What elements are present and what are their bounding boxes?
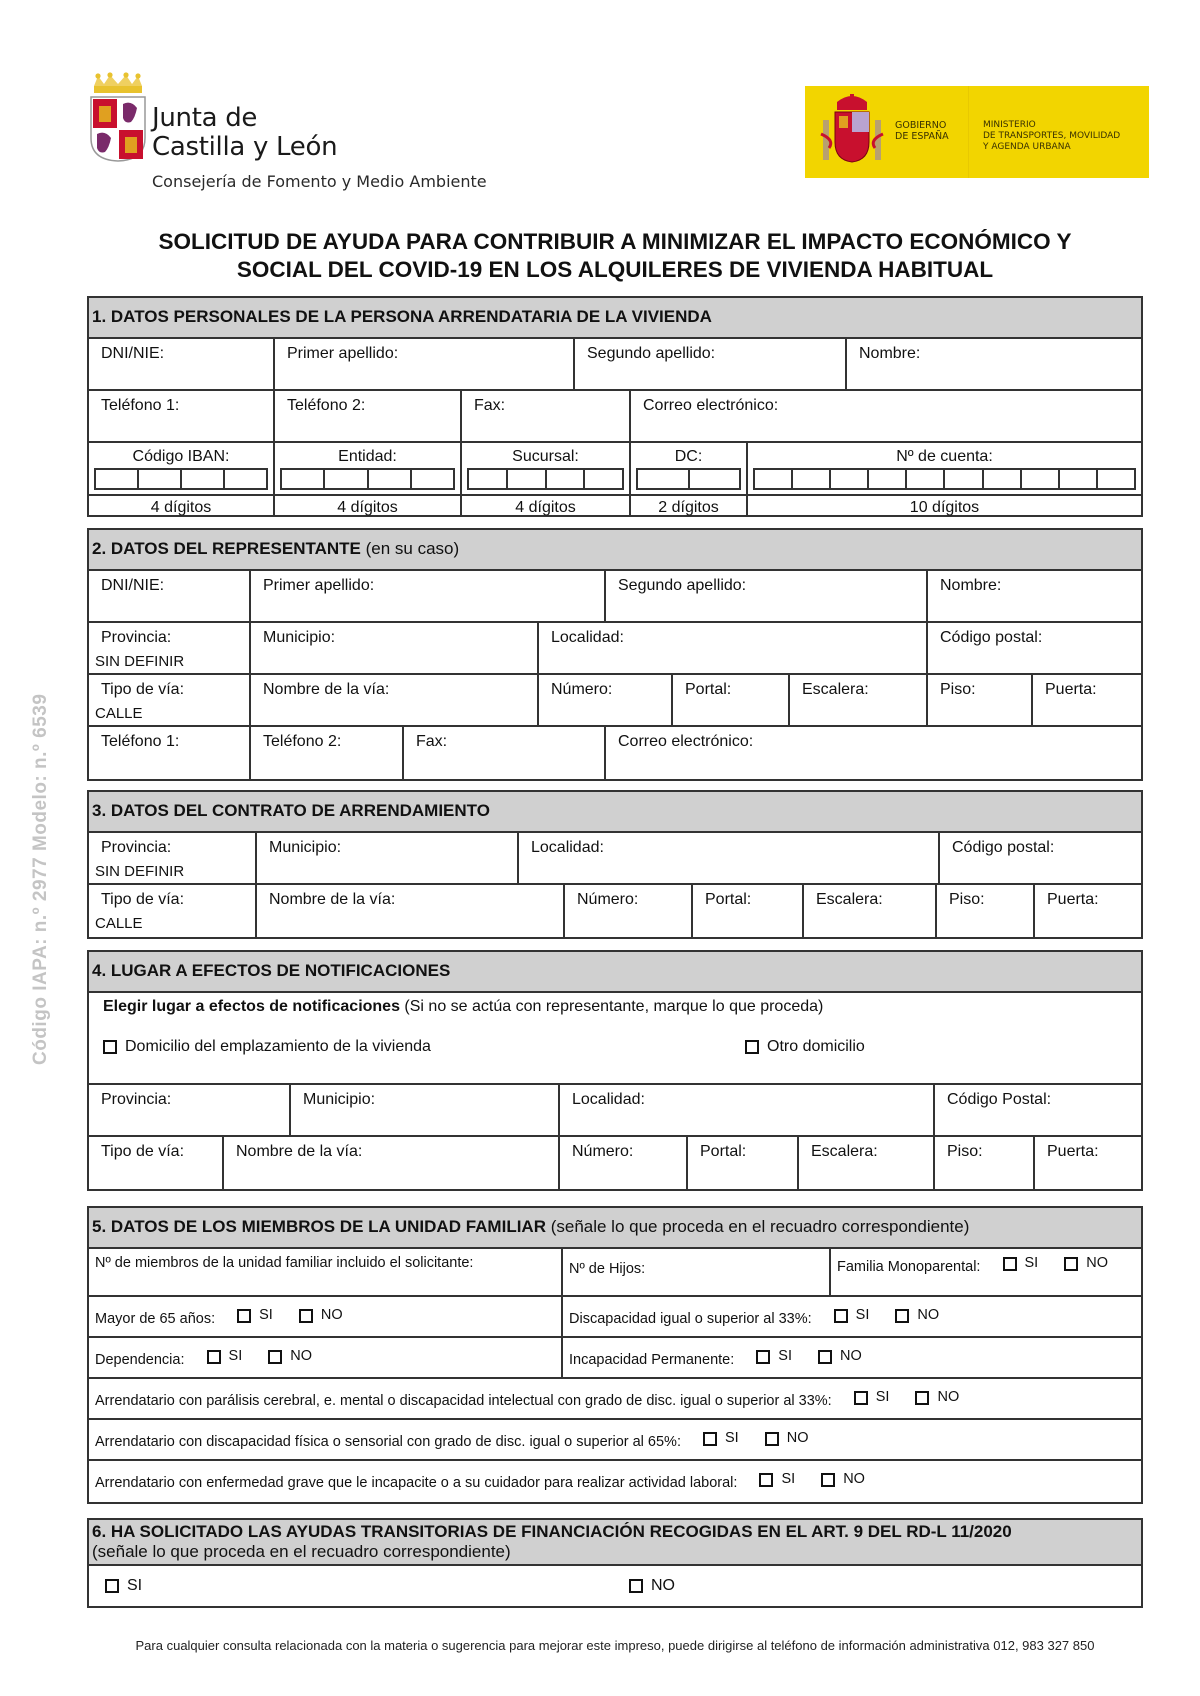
disability-33-no[interactable]: NO	[895, 1307, 939, 1324]
lease-street-type-field[interactable]: Tipo de vía: CALLE	[89, 885, 257, 937]
serious-illness-yes[interactable]: SI	[759, 1471, 795, 1488]
form-row	[89, 727, 1141, 779]
rep-province-field[interactable]: Provincia: SIN DEFINIR	[89, 623, 251, 673]
notif-stairs-field[interactable]: Escalera:	[799, 1137, 935, 1189]
form-row	[89, 339, 1141, 391]
checkbox[interactable]	[237, 1309, 251, 1323]
checkbox[interactable]	[207, 1350, 221, 1364]
checkbox[interactable]	[818, 1350, 832, 1364]
checkbox[interactable]	[103, 1040, 117, 1054]
checkbox[interactable]	[834, 1309, 848, 1323]
rep-name-field[interactable]: Nombre:	[940, 577, 1002, 594]
dependency-no[interactable]: NO	[268, 1348, 312, 1365]
checkbox[interactable]	[1003, 1257, 1017, 1271]
section-notifications	[87, 950, 1143, 1191]
junta-castilla-leon-logo	[88, 72, 508, 202]
lease-municipality-field[interactable]: Municipio:	[257, 833, 519, 883]
dc-field[interactable]: DC: 2 dígitos	[631, 443, 748, 515]
section-representative	[87, 528, 1143, 781]
digit-boxes[interactable]	[636, 468, 741, 490]
children-count-field[interactable]: Nº de Hijos:	[563, 1249, 831, 1295]
gobierno-espana-logo	[805, 86, 1149, 178]
coat-of-arms-icon	[90, 96, 146, 162]
department-name: Consejería de Fomento y Medio Ambiente	[152, 172, 487, 191]
entity-field[interactable]: Entidad: 4 dígitos	[275, 443, 462, 515]
lease-street-type-value: CALLE	[95, 915, 143, 932]
notif-postal-code-field[interactable]: Código Postal:	[947, 1091, 1052, 1108]
cerebral-palsy-question: Arrendatario con parálisis cerebral, e. mental o discapacidad intelectual con grado de disc. igual o superior al 33%: SI NO	[95, 1389, 960, 1409]
form-row	[89, 623, 1141, 675]
form-row	[89, 1461, 1141, 1502]
rep-street-type-value: CALLE	[95, 705, 143, 722]
gobierno-label: GOBIERNO DE ESPAÑA	[895, 120, 949, 142]
digit-boxes[interactable]	[753, 468, 1136, 490]
dependency-question: Dependencia: SI NO	[89, 1338, 563, 1377]
notif-street-name-field[interactable]: Nombre de la vía:	[224, 1137, 560, 1189]
lease-province-field[interactable]: Provincia: SIN DEFINIR	[89, 833, 257, 883]
rep-locality-field[interactable]: Localidad:	[539, 623, 928, 673]
branch-field[interactable]: Sucursal: 4 dígitos	[462, 443, 631, 515]
physical-disability-65-yes[interactable]: SI	[703, 1430, 739, 1447]
digit-boxes[interactable]	[94, 468, 268, 490]
rep-street-name-field[interactable]: Nombre de la vía:	[251, 675, 539, 725]
form-row	[89, 1085, 1141, 1137]
section-heading: 1. DATOS PERSONALES DE LA PERSONA ARRENDATARIA DE LA VIVIENDA	[89, 298, 1141, 339]
footer-contact-note: Para cualquier consulta relacionada con la materia o sugerencia para mejorar este impreso, puede dirigirse al teléfono de información administrativa 012, 983 327 850	[135, 1638, 1095, 1653]
logo-divider	[968, 86, 969, 178]
lease-number-field[interactable]: Número:	[565, 885, 693, 937]
rep-door-field[interactable]: Puerta:	[1045, 681, 1097, 698]
checkbox[interactable]	[629, 1579, 643, 1593]
permanent-incapacity-no[interactable]: NO	[818, 1348, 862, 1365]
form-row	[89, 833, 1141, 885]
digit-boxes[interactable]	[280, 468, 455, 490]
lease-stairs-field[interactable]: Escalera:	[804, 885, 937, 937]
second-surname-field[interactable]: Segundo apellido:	[575, 339, 847, 389]
rep-phone1-field[interactable]: Teléfono 1:	[89, 727, 251, 779]
checkbox[interactable]	[268, 1350, 282, 1364]
section-family-members	[87, 1206, 1143, 1504]
permanent-incapacity-yes[interactable]: SI	[756, 1348, 792, 1365]
transitional-aid-no[interactable]: NO	[629, 1577, 675, 1595]
form-row	[89, 391, 1141, 443]
crown-icon	[92, 72, 144, 94]
section-heading: 4. LUGAR A EFECTOS DE NOTIFICACIONES	[89, 952, 1141, 993]
form-row	[89, 675, 1141, 727]
checkbox[interactable]	[105, 1579, 119, 1593]
serious-illness-no[interactable]: NO	[821, 1471, 865, 1488]
form-row	[89, 1249, 1141, 1297]
lease-postal-code-field[interactable]: Código postal:	[952, 839, 1055, 856]
physical-disability-65-question: Arrendatario con discapacidad física o sensorial con grado de disc. igual o superior al 65%: SI NO	[95, 1430, 809, 1450]
section-heading: 2. DATOS DEL REPRESENTANTE (en su caso)	[89, 530, 1141, 571]
dni-field[interactable]: DNI/NIE:	[89, 339, 275, 389]
account-number-field[interactable]: Nº de cuenta: 10 dígitos	[748, 443, 1141, 515]
notif-street-type-field[interactable]: Tipo de vía:	[89, 1137, 224, 1189]
section-lease-contract	[87, 790, 1143, 939]
household-members-field[interactable]: Nº de miembros de la unidad familiar incluido el solicitante:	[89, 1249, 563, 1295]
notif-locality-field[interactable]: Localidad:	[560, 1085, 935, 1135]
checkbox[interactable]	[915, 1391, 929, 1405]
bank-account-row	[89, 443, 1141, 515]
rep-fax-field[interactable]: Fax:	[404, 727, 606, 779]
checkbox[interactable]	[854, 1391, 868, 1405]
single-parent-no[interactable]: NO	[1064, 1255, 1108, 1272]
email-field[interactable]: Correo electrónico:	[643, 397, 779, 414]
checkbox[interactable]	[703, 1432, 717, 1446]
checkbox[interactable]	[765, 1432, 779, 1446]
checkbox[interactable]	[756, 1350, 770, 1364]
ministry-label: MINISTERIO DE TRANSPORTES, MOVILIDAD Y AGENDA URBANA	[983, 120, 1121, 152]
rep-second-surname-field[interactable]: Segundo apellido:	[606, 571, 928, 621]
form-row	[89, 1420, 1141, 1461]
section-heading: 6. HA SOLICITADO LAS AYUDAS TRANSITORIAS DE FINANCIACIÓN RECOGIDAS EN EL ART. 9 DEL RD-L 11/2020 (señale lo que proceda en el recuadro correspondiente)	[89, 1520, 1141, 1566]
rep-postal-code-field[interactable]: Código postal:	[940, 629, 1043, 646]
lease-portal-field[interactable]: Portal:	[693, 885, 804, 937]
checkbox[interactable]	[759, 1473, 773, 1487]
checkbox[interactable]	[299, 1309, 313, 1323]
lease-floor-field[interactable]: Piso:	[937, 885, 1035, 937]
cerebral-palsy-no[interactable]: NO	[915, 1389, 959, 1406]
section-heading: 5. DATOS DE LOS MIEMBROS DE LA UNIDAD FAMILIAR (señale lo que proceda en el recuadro correspondiente)	[89, 1208, 1141, 1249]
notif-province-field[interactable]: Provincia:	[89, 1085, 291, 1135]
over-65-yes[interactable]: SI	[237, 1307, 273, 1324]
over-65-no[interactable]: NO	[299, 1307, 343, 1324]
rep-portal-field[interactable]: Portal:	[673, 675, 790, 725]
lease-street-name-field[interactable]: Nombre de la vía:	[257, 885, 565, 937]
phone1-field[interactable]: Teléfono 1:	[89, 391, 275, 441]
name-field[interactable]: Nombre:	[859, 345, 921, 362]
section-heading: 3. DATOS DEL CONTRATO DE ARRENDAMIENTO	[89, 792, 1141, 833]
form-row	[89, 1297, 1141, 1338]
checkbox[interactable]	[745, 1040, 759, 1054]
form-row	[89, 885, 1141, 937]
rep-email-field[interactable]: Correo electrónico:	[618, 733, 754, 750]
over-65-question: Mayor de 65 años: SI NO	[89, 1297, 563, 1336]
checkbox[interactable]	[895, 1309, 909, 1323]
page-title: SOLICITUD DE AYUDA PARA CONTRIBUIR A MINIMIZAR EL IMPACTO ECONÓMICO Y SOCIAL DEL COVID-19 EN LOS ALQUILERES DE VIVIENDA HABITUAL	[158, 229, 1072, 282]
single-parent-yes[interactable]: SI	[1003, 1255, 1039, 1272]
checkbox[interactable]	[821, 1473, 835, 1487]
serious-illness-question: Arrendatario con enfermedad grave que le incapacite o a su cuidador para realizar actividad laboral: SI NO	[95, 1471, 865, 1491]
spain-coat-of-arms-icon	[819, 94, 885, 170]
iban-field[interactable]: Código IBAN: 4 dígitos	[89, 443, 275, 515]
form-model-code: Código IAPA: n.º 2977 Modelo: n.º 6539	[30, 693, 51, 1065]
rep-street-type-field[interactable]: Tipo de vía: CALLE	[89, 675, 251, 725]
aid-choice-row	[89, 1566, 1141, 1606]
lease-locality-field[interactable]: Localidad:	[519, 833, 940, 883]
form-row	[89, 1379, 1141, 1420]
notif-municipality-field[interactable]: Municipio:	[291, 1085, 560, 1135]
digit-boxes[interactable]	[467, 468, 624, 490]
form-row	[89, 571, 1141, 623]
notif-door-field[interactable]: Puerta:	[1047, 1143, 1099, 1160]
single-parent-question: Familia Monoparental: SI NO	[837, 1255, 1108, 1275]
notif-number-field[interactable]: Número:	[560, 1137, 688, 1189]
rep-municipality-field[interactable]: Municipio:	[251, 623, 539, 673]
rep-phone2-field[interactable]: Teléfono 2:	[251, 727, 404, 779]
notif-portal-field[interactable]: Portal:	[688, 1137, 799, 1189]
cerebral-palsy-yes[interactable]: SI	[854, 1389, 890, 1406]
disability-33-question: Discapacidad igual o superior al 33%: SI NO	[569, 1307, 940, 1327]
section-transitional-aid	[87, 1518, 1143, 1608]
fax-field[interactable]: Fax:	[462, 391, 631, 441]
physical-disability-65-no[interactable]: NO	[765, 1430, 809, 1447]
dependency-yes[interactable]: SI	[207, 1348, 243, 1365]
first-surname-field[interactable]: Primer apellido:	[275, 339, 575, 389]
rep-province-value: SIN DEFINIR	[95, 653, 185, 670]
permanent-incapacity-question: Incapacidad Permanente: SI NO	[569, 1348, 862, 1368]
checkbox[interactable]	[1064, 1257, 1078, 1271]
lease-province-value: SIN DEFINIR	[95, 863, 185, 880]
notif-floor-field[interactable]: Piso:	[935, 1137, 1035, 1189]
transitional-aid-yes[interactable]: SI	[105, 1577, 629, 1595]
rep-floor-field[interactable]: Piso:	[928, 675, 1033, 725]
form-row	[89, 1338, 1141, 1379]
notification-choice: Elegir lugar a efectos de notificaciones (Si no se actúa con representante, marque lo que proceda) Domicilio del emplazamiento de la vivienda Otro domicilio	[89, 993, 1141, 1085]
rep-dni-field[interactable]: DNI/NIE:	[89, 571, 251, 621]
form-row	[89, 1137, 1141, 1189]
section-personal-data	[87, 296, 1143, 517]
option-other-address[interactable]: Otro domicilio	[745, 1038, 865, 1056]
lease-door-field[interactable]: Puerta:	[1047, 891, 1099, 908]
rep-number-field[interactable]: Número:	[539, 675, 673, 725]
phone2-field[interactable]: Teléfono 2:	[275, 391, 462, 441]
option-property-address[interactable]: Domicilio del emplazamiento de la vivienda	[103, 1038, 745, 1056]
rep-first-surname-field[interactable]: Primer apellido:	[251, 571, 606, 621]
rep-stairs-field[interactable]: Escalera:	[790, 675, 928, 725]
organization-name: Junta de Castilla y León	[152, 103, 338, 162]
disability-33-yes[interactable]: SI	[834, 1307, 870, 1324]
